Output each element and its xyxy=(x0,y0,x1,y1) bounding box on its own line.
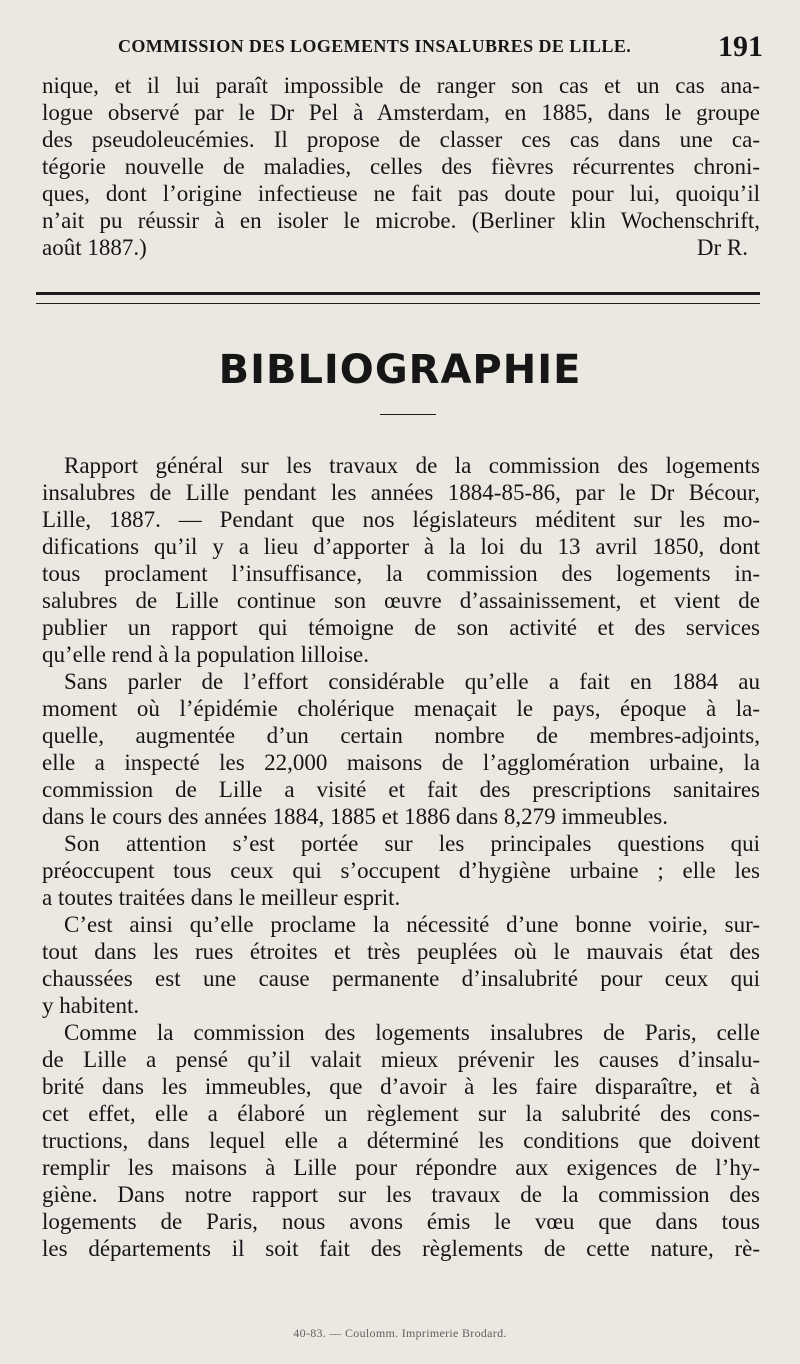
bibliography-line: tous proclament l’insuffisance, la commission des logements in- xyxy=(42,561,760,586)
author-signature: Dr R. xyxy=(696,235,748,260)
bibliography-line: cet effet, elle a élaboré un règlement sur la salubrité des cons- xyxy=(42,1101,760,1126)
bibliography-line: tructions, dans lequel elle a déterminé les conditions que doivent xyxy=(42,1128,760,1153)
title-underline xyxy=(380,414,436,415)
bibliography-line: qu’elle rend à la population lilloise. xyxy=(42,642,370,667)
bibliography-line: giène. Dans notre rapport sur les travaux de la commission des xyxy=(42,1182,760,1207)
bibliography-line: y habitent. xyxy=(42,993,140,1018)
bibliography-line: préoccupent tous ceux qui s’occupent d’hygiène urbaine ; elle les xyxy=(42,858,760,883)
bibliography-line: dans le cours des années 1884, 1885 et 1886 dans 8,279 immeubles. xyxy=(42,804,668,829)
intro-line: nique, et il lui paraît impossible de ranger son cas et un cas ana- xyxy=(42,73,760,98)
bibliography-line: Rapport général sur les travaux de la commission des logements xyxy=(64,453,760,478)
bibliography-line: commission de Lille a visité et fait des prescriptions sanitaires xyxy=(42,777,760,802)
bibliography-line: logements de Paris, nous avons émis le vœu que dans tous xyxy=(42,1209,760,1234)
page-number: 191 xyxy=(718,30,763,63)
bibliography-line: quelle, augmentée d’un certain nombre de membres-adjoints, xyxy=(42,723,760,748)
intro-line: tégorie nouvelle de maladies, celles des fièvres récurrentes chroni- xyxy=(42,154,760,179)
running-header xyxy=(0,30,800,64)
bibliography-line: elle a inspecté les 22,000 maisons de l’agglomération urbaine, la xyxy=(42,750,760,775)
bibliography-line: remplir les maisons à Lille pour répondre aux exigences de l’hy- xyxy=(42,1155,760,1180)
bibliography-line: C’est ainsi qu’elle proclame la nécessité d’une bonne voirie, sur- xyxy=(64,912,760,937)
section-divider xyxy=(36,292,760,304)
printer-footer: 40-83. — Coulomm. Imprimerie Brodard. xyxy=(293,1326,507,1340)
intro-line: ques, dont l’origine infectieuse ne fait pas doute pour lui, quoiqu’il xyxy=(42,181,760,206)
bibliography-line: Lille, 1887. — Pendant que nos législateurs méditent sur les mo- xyxy=(42,507,760,532)
bibliography-line: a toutes traitées dans le meilleur esprit. xyxy=(42,885,401,910)
bibliography-line: Comme la commission des logements insalubres de Paris, celle xyxy=(64,1020,760,1045)
bibliography-body xyxy=(42,452,760,1262)
intro-line: n’ait pu réussir à en isoler le microbe. (Berliner klin Wochenschrift, xyxy=(42,208,760,233)
section-title: BIBLIOGRAPHIE xyxy=(218,347,582,393)
running-title: COMMISSION DES LOGEMENTS INSALUBRES DE LILLE. xyxy=(118,36,632,56)
intro-text-block xyxy=(42,72,760,261)
bibliography-line: difications qu’il y a lieu d’apporter à la loi du 13 avril 1850, dont xyxy=(42,534,760,559)
citation-date: août 1887.) xyxy=(42,235,147,260)
bibliography-line: brité dans les immeubles, que d’avoir à les faire disparaître, et à xyxy=(42,1074,760,1099)
bibliography-line: Sans parler de l’effort considérable qu’elle a fait en 1884 au xyxy=(64,669,760,694)
intro-line: logue observé par le Dr Pel à Amsterdam, en 1885, dans le groupe xyxy=(42,100,760,125)
bibliography-line: chaussées est une cause permanente d’insalubrité pour ceux qui xyxy=(42,966,760,991)
intro-line: des pseudoleucémies. Il propose de classer ces cas dans une ca- xyxy=(42,127,760,152)
bibliography-line: insalubres de Lille pendant les années 1884-85-86, par le Dr Bécour, xyxy=(42,480,760,505)
bibliography-line: Son attention s’est portée sur les principales questions qui xyxy=(64,831,760,856)
bibliography-line: de Lille a pensé qu’il valait mieux prévenir les causes d’insalu- xyxy=(42,1047,760,1072)
bibliography-line: moment où l’épidémie cholérique menaçait le pays, époque à la- xyxy=(42,696,760,721)
bibliography-line: publier un rapport qui témoigne de son activité et des services xyxy=(42,615,760,640)
signature-line xyxy=(42,234,760,261)
bibliography-line: salubres de Lille continue son œuvre d’assainissement, et vient de xyxy=(42,588,760,613)
bibliography-line: les départements il soit fait des règlements de cette nature, rè- xyxy=(42,1236,760,1261)
bibliography-line: tout dans les rues étroites et très peuplées où le mauvais état des xyxy=(42,939,760,964)
